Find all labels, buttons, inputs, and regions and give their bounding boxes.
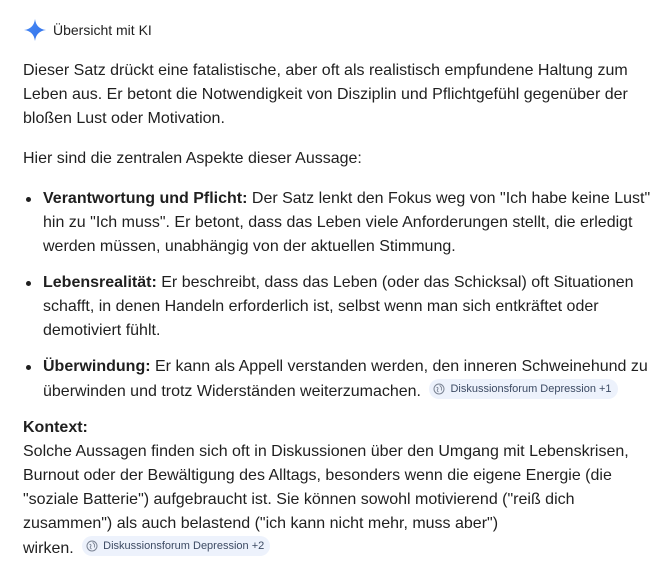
- aspect-text: Er kann als Appell verstanden werden, den inneren Schweinehund zu überwinden und trotz Widerständen weiterzumachen.: [43, 358, 648, 400]
- globe-icon: [86, 540, 98, 552]
- list-item: [23, 355, 659, 404]
- aspect-title: Lebensrealität:: [43, 274, 157, 291]
- list-item: [23, 271, 659, 343]
- ai-overview-content: [23, 59, 659, 561]
- source-chip[interactable]: [429, 379, 617, 399]
- globe-icon: [433, 383, 445, 395]
- source-chip-label: Diskussionsforum Depression +2: [103, 540, 265, 552]
- sparkle-icon: [23, 18, 47, 42]
- context-text: Solche Aussagen finden sich oft in Diskussionen über den Umgang mit Lebenskrisen, Burnout oder der Bewältigung des Alltags, besonders wenn die eigene Energie (die "soziale Batterie") aufgebraucht ist. Sie können sowohl motivierend ("reiß dich zusammen") als auch belastend ("ich kann nicht mehr, muss aber"): [23, 443, 629, 532]
- aspect-text: Er beschreibt, dass das Leben (oder das Schicksal) oft Situationen schafft, in denen Handeln erforderlich ist, selbst wenn man sich entkräftet oder demotiviert fühlt.: [43, 274, 634, 339]
- aspect-text: Der Satz lenkt den Fokus weg von "Ich habe keine Lust" hin zu "Ich muss". Er betont, dass das Leben viele Anforderungen stellt, die erledigt werden müssen, unabhängig von der aktuellen Stimmung.: [43, 190, 651, 255]
- context-paragraph: [23, 440, 659, 561]
- context-heading: Kontext:: [23, 419, 88, 436]
- list-item: [23, 187, 659, 259]
- source-chip[interactable]: [82, 536, 270, 556]
- source-chip-label: Diskussionsforum Depression +1: [450, 383, 612, 395]
- aspects-list: [23, 187, 659, 404]
- intro-paragraph: Dieser Satz drückt eine fatalistische, aber oft als realistisch empfundene Haltung zum Leben aus. Er betont die Notwendigkeit von Disziplin und Pflichtgefühl gegenüber der bloßen Lust oder Motivation.: [23, 62, 628, 127]
- aspect-title: Verantwortung und Pflicht:: [43, 190, 248, 207]
- ai-overview-title: Übersicht mit KI: [53, 22, 152, 38]
- context-text-end: wirken.: [23, 540, 74, 557]
- ai-overview-header: [23, 17, 152, 43]
- aspect-title: Überwindung:: [43, 358, 151, 375]
- aspects-lead: Hier sind die zentralen Aspekte dieser Aussage:: [23, 150, 362, 167]
